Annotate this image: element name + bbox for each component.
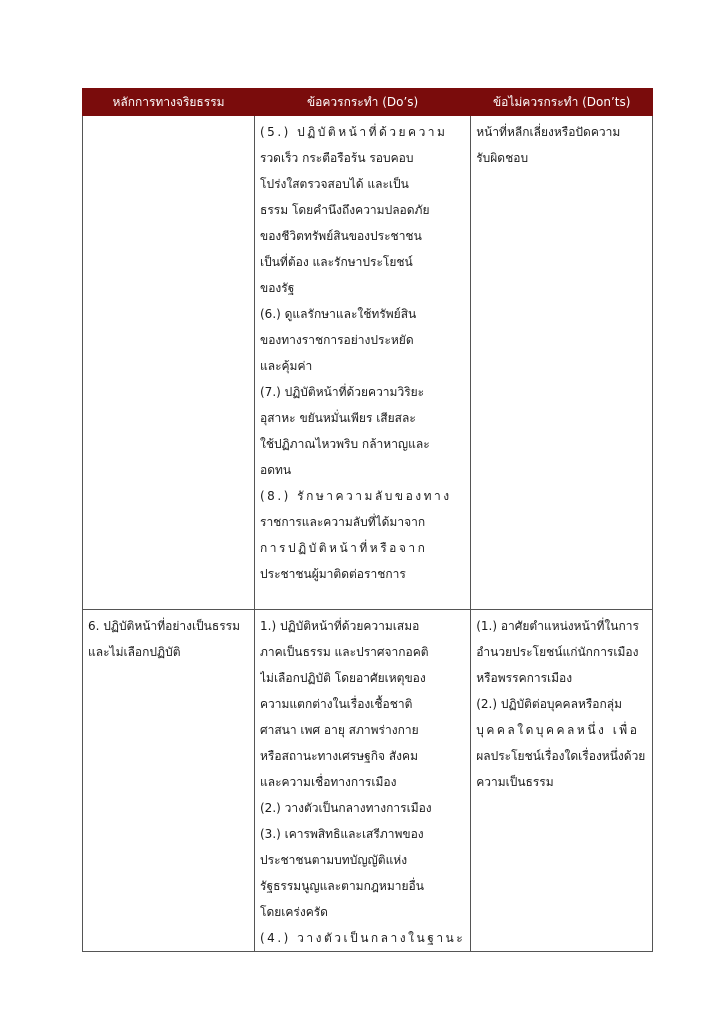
text-line: หรือพรรคการเมือง (476, 671, 573, 685)
text-line: 1.) ปฏิบัติหน้าที่ด้วยความเสมอ (260, 619, 420, 633)
text-line: (2.) ปฏิบัติต่อบุคคลหรือกลุ่ม (476, 697, 623, 711)
text-line: โปร่งใสตรวจสอบได้ และเป็น (260, 177, 409, 191)
text-line: รับผิดชอบ (476, 151, 529, 165)
text-line: รวดเร็ว กระตือรือร้น รอบคอบ (260, 151, 414, 165)
text-line: อุสาหะ ขยันหมั่นเพียร เสียสละ (260, 411, 416, 425)
header-dos: ข้อควรกระทำ (Do’s) (255, 89, 471, 116)
text-line: บุคคลใดบุคคลหนึ่ง เพื่อ (476, 723, 640, 737)
text-line: และคุ้มค่า (260, 359, 313, 373)
text-line: ของทางราชการอย่างประหยัด (260, 333, 414, 347)
text-line: ประชาชนผู้มาติดต่อราชการ (260, 567, 406, 581)
text-line: (3.) เคารพสิทธิและเสรีภาพของ (260, 827, 424, 841)
text-line: ศาสนา เพศ อายุ สภาพร่างกาย (260, 723, 419, 737)
text-line: หรือสถานะทางเศรษฐกิจ สังคม (260, 749, 418, 763)
text-line: ธรรม โดยคำนึงถึงความปลอดภัย (260, 203, 430, 217)
row2-donts-cell (471, 610, 653, 952)
text-line: และไม่เลือกปฏิบัติ (88, 645, 181, 659)
text-line: ผลประโยชน์เรื่องใดเรื่องหนึ่งด้วย (476, 749, 646, 763)
text-line: 6. ปฏิบัติหน้าที่อย่างเป็นธรรม (88, 619, 240, 633)
text-line: ราชการและความลับที่ได้มาจาก (260, 515, 426, 529)
text-line: โดยเคร่งครัด (260, 905, 328, 919)
text-line: ของรัฐ (260, 281, 295, 295)
text-line: ไม่เลือกปฏิบัติ โดยอาศัยเหตุของ (260, 671, 426, 685)
header-donts: ข้อไม่ควรกระทำ (Don’ts) (471, 89, 653, 116)
text-line: ของชีวิตทรัพย์สินของประชาชน (260, 229, 422, 243)
table-row (83, 116, 653, 610)
header-principle: หลักการทางจริยธรรม (83, 89, 255, 116)
table-row (83, 610, 653, 952)
text-line: ภาคเป็นธรรม และปราศจากอคติ (260, 645, 429, 659)
row2-dos-cell (255, 610, 471, 952)
text-line: (4.) วางตัวเป็นกลางในฐานะ (260, 931, 466, 945)
text-line: หน้าที่หลีกเลี่ยงหรือปัดความ (476, 125, 621, 139)
text-line: เป็นที่ต้อง และรักษาประโยชน์ (260, 255, 413, 269)
row1-donts-cell (471, 116, 653, 610)
text-line: รัฐธรรมนูญและตามกฎหมายอื่น (260, 879, 424, 893)
text-line: (2.) วางตัวเป็นกลางทางการเมือง (260, 801, 432, 815)
row1-dos-cell (255, 116, 471, 610)
text-line: (8.) รักษาความลับของทาง (260, 489, 452, 503)
row1-principle-cell (83, 116, 255, 610)
text-line: อำนวยประโยชน์แก่นักการเมือง (476, 645, 639, 659)
text-line: การปฏิบัติหน้าที่หรือจาก (260, 541, 428, 555)
text-line: ความแตกต่างในเรื่องเชื้อชาติ (260, 697, 413, 711)
text-line: (7.) ปฏิบัติหน้าที่ด้วยความวิริยะ (260, 385, 425, 399)
text-line: ประชาชนตามบทบัญญัติแห่ง (260, 853, 408, 867)
row2-principle-cell (83, 610, 255, 952)
text-line: ใช้ปฏิภาณไหวพริบ กล้าหาญและ (260, 437, 430, 451)
text-line: (5.) ปฏิบัติหน้าที่ด้วยความ (260, 125, 448, 139)
ethics-table (82, 88, 653, 952)
text-line: (6.) ดูแลรักษาและใช้ทรัพย์สิน (260, 307, 417, 321)
table-header-row (83, 89, 653, 116)
text-line: อดทน (260, 463, 292, 477)
text-line: (1.) อาศัยตำแหน่งหน้าที่ในการ (476, 619, 639, 633)
text-line: ความเป็นธรรม (476, 775, 554, 789)
text-line: และความเชื่อทางการเมือง (260, 775, 397, 789)
